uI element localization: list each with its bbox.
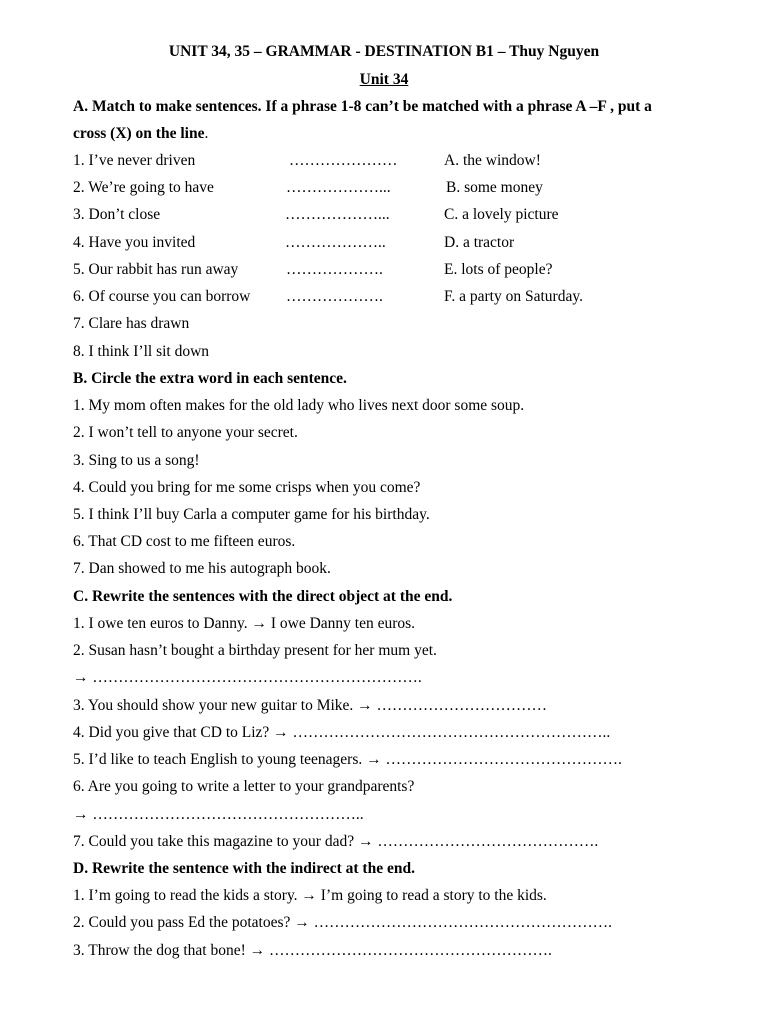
circle-sentence-5: 5. I think I’ll buy Carla a computer game for his birthday. bbox=[73, 506, 430, 523]
rewrite-c-3: 3. You should show your new guitar to Mike. → …………………………… bbox=[73, 697, 548, 714]
match-left-4: 4. Have you invited bbox=[73, 234, 196, 251]
rewrite-d-2: 2. Could you pass Ed the potatoes? → …………………………………………………. bbox=[73, 914, 613, 931]
rewrite-c-2-answer: → ………………………………………………………. bbox=[73, 669, 422, 686]
match-left-3: 3. Don’t close bbox=[73, 206, 161, 223]
match-right-a: A. the window! bbox=[444, 152, 541, 169]
rewrite-c-4: 4. Did you give that CD to Liz? → …………………………………………………….. bbox=[73, 724, 611, 741]
match-left-6: 6. Of course you can borrow bbox=[73, 288, 251, 305]
section-a-heading-cont: cross (X) on the line. bbox=[73, 125, 209, 142]
match-right-f: F. a party on Saturday. bbox=[444, 288, 583, 305]
unit-heading: Unit 34 bbox=[359, 71, 409, 88]
rewrite-c-7: 7. Could you take this magazine to your dad? → ……………………………………. bbox=[73, 833, 599, 850]
rewrite-c-5: 5. I’d like to teach English to young teenagers. → ………………………………………. bbox=[73, 751, 622, 768]
match-right-c: C. a lovely picture bbox=[444, 206, 559, 223]
match-blank-5: ………………. bbox=[286, 261, 383, 278]
section-d-heading: D. Rewrite the sentence with the indirect at the end. bbox=[73, 860, 415, 877]
section-b-heading: B. Circle the extra word in each sentence. bbox=[73, 370, 347, 387]
section-a-heading: A. Match to make sentences. If a phrase 1-8 can’t be matched with a phrase A –F , put a bbox=[73, 98, 652, 115]
match-left-7: 7. Clare has drawn bbox=[73, 315, 190, 332]
rewrite-c-1: 1. I owe ten euros to Danny. → I owe Danny ten euros. bbox=[73, 615, 416, 632]
match-right-b: B. some money bbox=[446, 179, 543, 196]
rewrite-d-1: 1. I’m going to read the kids a story. → I’m going to read a story to the kids. bbox=[73, 887, 547, 904]
match-left-5: 5. Our rabbit has run away bbox=[73, 261, 239, 278]
match-left-2: 2. We’re going to have bbox=[73, 179, 214, 196]
match-blank-2: ………………... bbox=[286, 179, 391, 196]
match-blank-6: ………………. bbox=[286, 288, 383, 305]
match-right-e: E. lots of people? bbox=[444, 261, 553, 278]
circle-sentence-6: 6. That CD cost to me fifteen euros. bbox=[73, 533, 296, 550]
document-title: UNIT 34, 35 – GRAMMAR - DESTINATION B1 – Thuy Nguyen bbox=[168, 43, 600, 60]
match-left-1: 1. I’ve never driven bbox=[73, 152, 196, 169]
circle-sentence-4: 4. Could you bring for me some crisps when you come? bbox=[73, 479, 421, 496]
match-blank-3: ………………... bbox=[285, 206, 390, 223]
match-blank-4: ……………….. bbox=[285, 234, 386, 251]
match-blank-1: ………………… bbox=[289, 152, 398, 169]
circle-sentence-2: 2. I won’t tell to anyone your secret. bbox=[73, 424, 298, 441]
match-left-8: 8. I think I’ll sit down bbox=[73, 343, 210, 360]
rewrite-c-2: 2. Susan hasn’t bought a birthday present for her mum yet. bbox=[73, 642, 437, 659]
rewrite-d-3: 3. Throw the dog that bone! → ………………………………………………. bbox=[73, 942, 552, 959]
rewrite-c-6: 6. Are you going to write a letter to your grandparents? bbox=[73, 778, 415, 795]
section-c-heading: C. Rewrite the sentences with the direct object at the end. bbox=[73, 588, 453, 605]
rewrite-c-6-answer: → …………………………………………….. bbox=[73, 806, 364, 823]
circle-sentence-3: 3. Sing to us a song! bbox=[73, 452, 200, 469]
circle-sentence-1: 1. My mom often makes for the old lady who lives next door some soup. bbox=[73, 397, 525, 414]
match-right-d: D. a tractor bbox=[444, 234, 515, 251]
circle-sentence-7: 7. Dan showed to me his autograph book. bbox=[73, 560, 331, 577]
